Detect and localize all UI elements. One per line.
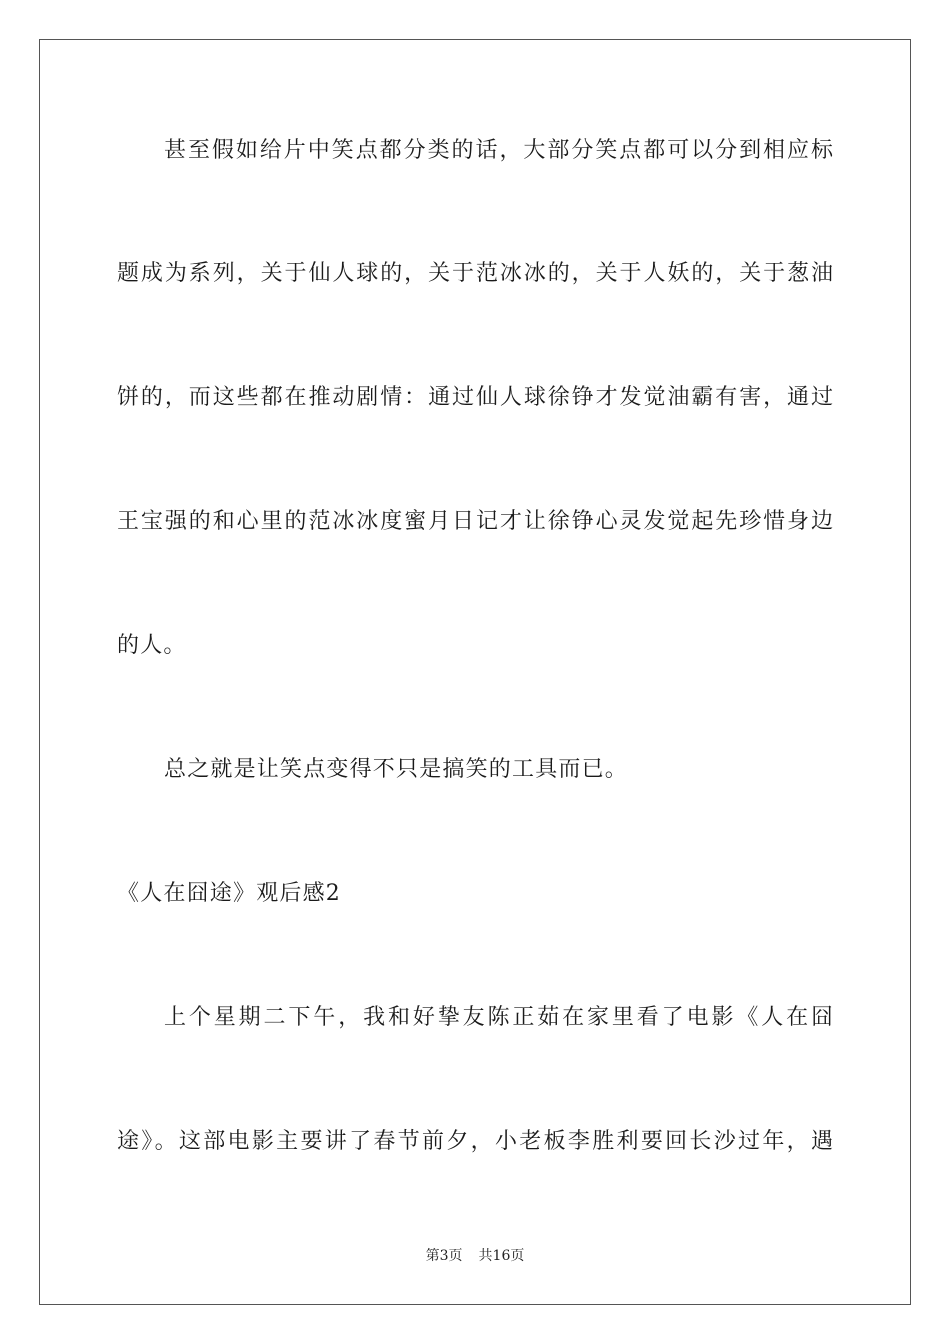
paragraph-line-8: 途》。这部电影主要讲了春节前夕，小老板李胜利要回长沙过年，遇 [117,1129,833,1154]
paragraph-line-3: 饼的，而这些都在推动剧情：通过仙人球徐铮才发觉油霸有害，通过 [117,385,833,410]
page-border [39,39,911,1305]
section-heading: 《人在囧途》观后感2 [117,881,341,906]
paragraph-line-2: 题成为系列，关于仙人球的，关于范冰冰的，关于人妖的，关于葱油 [117,261,833,286]
page-number-total: 共16页 [478,1248,525,1264]
paragraph-line-5: 的人。 [117,633,187,658]
paragraph-line-6: 总之就是让笑点变得不只是搞笑的工具而已。 [164,757,629,782]
page-footer [0,1246,950,1266]
paragraph-line-4: 王宝强的和心里的范冰冰度蜜月日记才让徐铮心灵发觉起先珍惜身边 [117,509,833,534]
page-number-current: 第3页 [425,1248,463,1264]
paragraph-line-1: 甚至假如给片中笑点都分类的话，大部分笑点都可以分到相应标 [164,138,833,163]
paragraph-line-7: 上个星期二下午，我和好挚友陈正茹在家里看了电影《人在囧 [164,1005,833,1030]
